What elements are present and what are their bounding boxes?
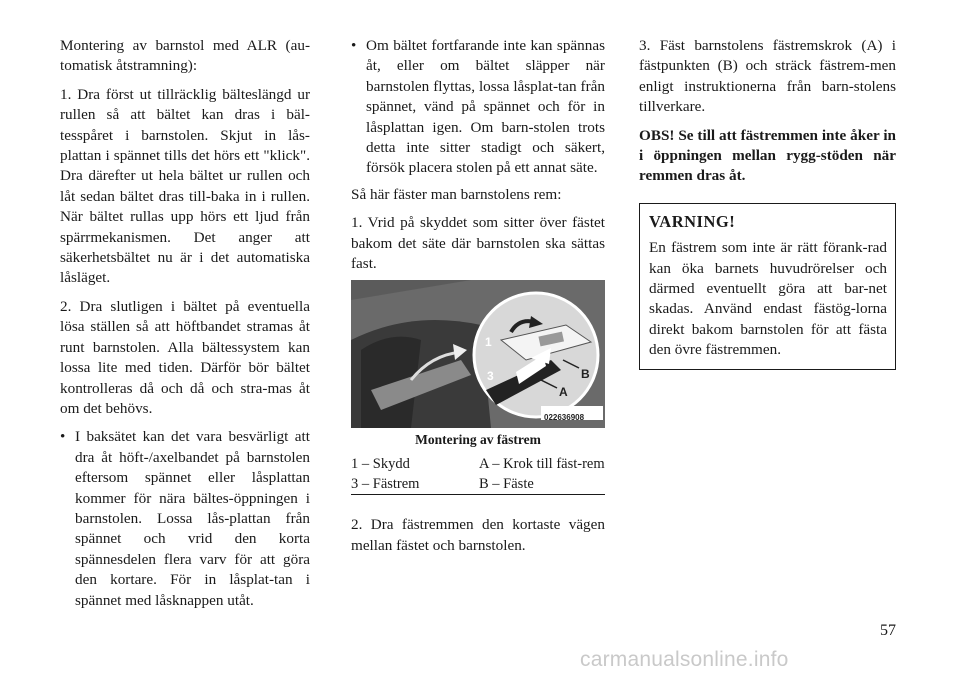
alr-heading: Montering av barnstol med ALR (au-​tomatisk åtstramning):	[60, 37, 310, 75]
tether-intro: Så här fäster man barnstolens rem:	[351, 185, 562, 203]
column-middle	[351, 36, 605, 564]
figure-caption: Montering av fästrem	[415, 432, 541, 448]
column-right	[639, 36, 896, 370]
legend-anchor: B – Fäste	[479, 476, 534, 493]
legend-cover: 1 – Skydd	[351, 456, 410, 473]
bullet-still-loose-text: Om bältet fortfarande inte kan spännas åt, eller om bältet släpper när barnstolen flyttas, lossa låsplat-​tan från spännet, vänd på spännet och för in låsplattan igen. Om barn-​stolen trots detta inte sitter stadigt och säkert, försök placera stolen på ett annat säte.	[366, 37, 605, 177]
page-number: 57	[880, 622, 896, 639]
alr-step-2: 2. Dra slutligen i bältet på eventuella lösa ställen så att höftbandet stramas åt runt barnstolen. Alla bältessystem kan lossa lite med tiden. Därför bör bältet kontrolleras då och då och stra-​mas åt om det behövs.	[60, 297, 310, 417]
figure-code: 022636908	[544, 413, 585, 423]
warning-text: En fästrem som inte är rätt förank-​rad kan öka barnets huvudrörelser och därmed eventuellt göra att bar-​net skadas. Använd endast fästög-​lorna direkt bakom barnstolen för att fästa den övre fästremmen.	[649, 239, 887, 359]
warning-box	[639, 203, 896, 370]
legend-row	[351, 474, 605, 495]
bullet-dot: •	[60, 428, 66, 446]
legend-hook: A – Krok till fäst-​rem	[479, 456, 605, 473]
bullet-still-loose	[351, 36, 605, 179]
note-obs: OBS! Se till att fästremmen inte åker in i öppningen mellan rygg-​stöden när remmen dras åt.	[639, 126, 896, 185]
legend-row	[351, 454, 605, 474]
bullet-rear-seat	[60, 427, 310, 611]
alr-step-1: 1. Dra först ut tillräcklig bälteslängd ur rullen så att bältet kan dras i bäl-​tesspåret i barnstolen. Skjut in lås-​plattan i spännet tills det hörs ett "klick". Dra därefter ut hela bältet ur rullen och låt sedan bältet dras till-​baka in i rullen. När bältet rullas upp hörs ett ljud från spärrmekanismen. Det anger att säkerhetsbältet nu är i det automatiska låsläget.	[60, 85, 310, 287]
tether-step-2: 2. Dra fästremmen den kortaste vägen mellan fästet och barnstolen.	[351, 516, 605, 554]
bullet-dot: •	[351, 37, 357, 54]
figure-label-a: A	[559, 385, 568, 400]
legend-tether: 3 – Fästrem	[351, 476, 420, 493]
figure-label-3: 3	[487, 369, 494, 384]
column-left	[60, 36, 310, 617]
figure-legend	[351, 454, 605, 495]
figure-label-1: 1	[485, 335, 492, 350]
figure-label-b: B	[581, 367, 590, 382]
tether-illustration	[351, 280, 605, 428]
warning-title: VARNING!	[649, 211, 736, 231]
tether-step-1: 1. Vrid på skyddet som sitter över fästet bakom det säte där barnstolen ska sättas fast.	[351, 214, 605, 273]
bullet-rear-seat-text: I baksätet kan det vara besvärligt att dra åt höft-/axelbandet på barnstolen eftersom spännet eller låsplattan kommer för nära bältes-​öppningen i barnstolen. Lossa lås-​plattan från spännet och vrid den korta spännesdelen flera varv för att göra den kortare. För in låsplat-​tan i spännet med låsknappen utåt.	[75, 428, 310, 609]
tether-illustration-drawing	[351, 280, 605, 428]
tether-step-3: 3. Fäst barnstolens fästremskrok (A) i fästpunkten (B) och sträck fästrem-​men enligt instruktionerna från barn-​stolens tillverkare.	[639, 37, 896, 116]
watermark-text: carmanualsonline.info	[580, 648, 789, 671]
